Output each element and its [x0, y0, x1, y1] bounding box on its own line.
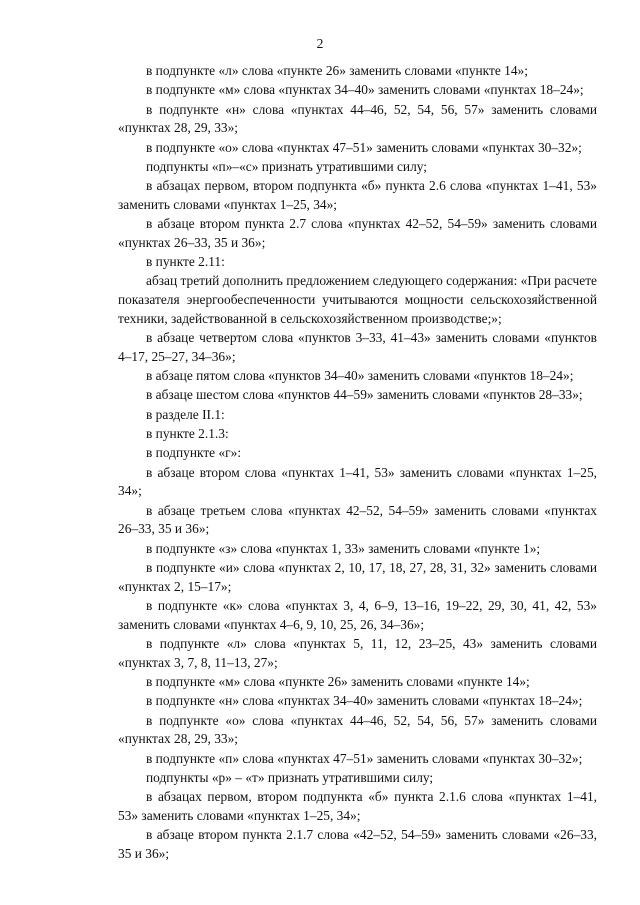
- paragraph: в абзаце четвертом слова «пунктов 3–33, 41–43» заменить словами «пунктов 4–17, 25–27, 34–36»;: [118, 330, 597, 364]
- page-number: 2: [316, 36, 324, 51]
- paragraph: в абзаце пятом слова «пунктов 34–40» заменить словами «пунктов 18–24»;: [146, 368, 574, 384]
- paragraph: в абзаце третьем слова «пунктах 42–52, 54–59» заменить словами «пунктах 26–33, 35 и 36»;: [118, 502, 597, 537]
- paragraph: в подпункте «л» слова «пункте 26» заменить словами «пункте 14»;: [146, 63, 528, 78]
- paragraph: абзац третий дополнить предложением следующего содержания: «При расчете показателя энергообеспеченности учитываются мощности сельскохозяйственной техники, задействованной в сельскохозяйственном производстве;»;: [118, 273, 597, 326]
- paragraph: в подпункте «и» слова «пунктах 2, 10, 17, 18, 27, 28, 31, 32» заменить словами «пунктах 2, 15–17»;: [118, 559, 597, 594]
- paragraph: в абзаце втором пункта 2.7 слова «пунктах 42–52, 54–59» заменить словами «пунктах 26–33, 35 и 36»;: [118, 216, 597, 250]
- paragraph: в абзаце шестом слова «пунктов 44–59» заменить словами «пунктов 28–33»;: [146, 387, 583, 403]
- paragraph: в подпункте «л» слова «пунктах 5, 11, 12, 23–25, 43» заменить словами «пунктах 3, 7, 8, 11–13, 27»;: [118, 635, 597, 670]
- paragraph: в абзацах первом, втором подпункта «б» пункта 2.1.6 слова «пунктах 1–41, 53» заменить словами «пунктах 1–25, 34»;: [118, 789, 597, 823]
- paragraph: в подпункте «н» слова «пунктах 34–40» заменить словами «пунктах 18–24»;: [146, 693, 583, 709]
- paragraph: подпункты «р» – «т» признать утратившими силу;: [146, 769, 434, 785]
- paragraph: в подпункте «з» слова «пунктах 1, 33» заменить словами «пункте 1»;: [146, 540, 541, 556]
- paragraph: в пункте 2.1.3:: [146, 426, 229, 442]
- paragraph: в абзаце втором слова «пунктах 1–41, 53» заменить словами «пунктах 1–25, 34»;: [118, 464, 597, 499]
- paragraph: подпункты «п»–«с» признать утратившими силу;: [146, 158, 427, 174]
- paragraph: в подпункте «к» слова «пунктах 3, 4, 6–9, 13–16, 19–22, 29, 30, 41, 42, 53» заменить словами «пунктах 4–6, 9, 10, 25, 26, 34–36»;: [118, 597, 597, 632]
- paragraph: в разделе II.1:: [146, 406, 225, 422]
- paragraph: в подпункте «о» слова «пунктах 47–51» заменить словами «пунктах 30–32»;: [146, 139, 582, 155]
- document-body: [118, 62, 597, 864]
- paragraph: в подпункте «о» слова «пунктах 44–46, 52, 54, 56, 57» заменить словами «пунктах 28, 29, 33»;: [118, 712, 597, 747]
- paragraph: в подпункте «п» слова «пунктах 47–51» заменить словами «пунктах 30–32»;: [146, 750, 583, 766]
- paragraph: в подпункте «м» слова «пункте 26» заменить словами «пункте 14»;: [146, 673, 530, 689]
- paragraph: в подпункте «н» слова «пунктах 44–46, 52, 54, 56, 57» заменить словами «пунктах 28, 29, 33»;: [118, 101, 597, 136]
- paragraph: в подпункте «г»:: [146, 445, 242, 461]
- paragraph: в подпункте «м» слова «пунктах 34–40» заменить словами «пунктах 18–24»;: [146, 82, 584, 98]
- paragraph: в абзацах первом, втором подпункта «б» пункта 2.6 слова «пунктах 1–41, 53» заменить словами «пунктах 1–25, 34»;: [118, 178, 597, 212]
- paragraph: в абзаце втором пункта 2.1.7 слова «42–52, 54–59» заменить словами «26–33, 35 и 36»;: [118, 827, 597, 861]
- paragraph: в пункте 2.11:: [146, 254, 225, 270]
